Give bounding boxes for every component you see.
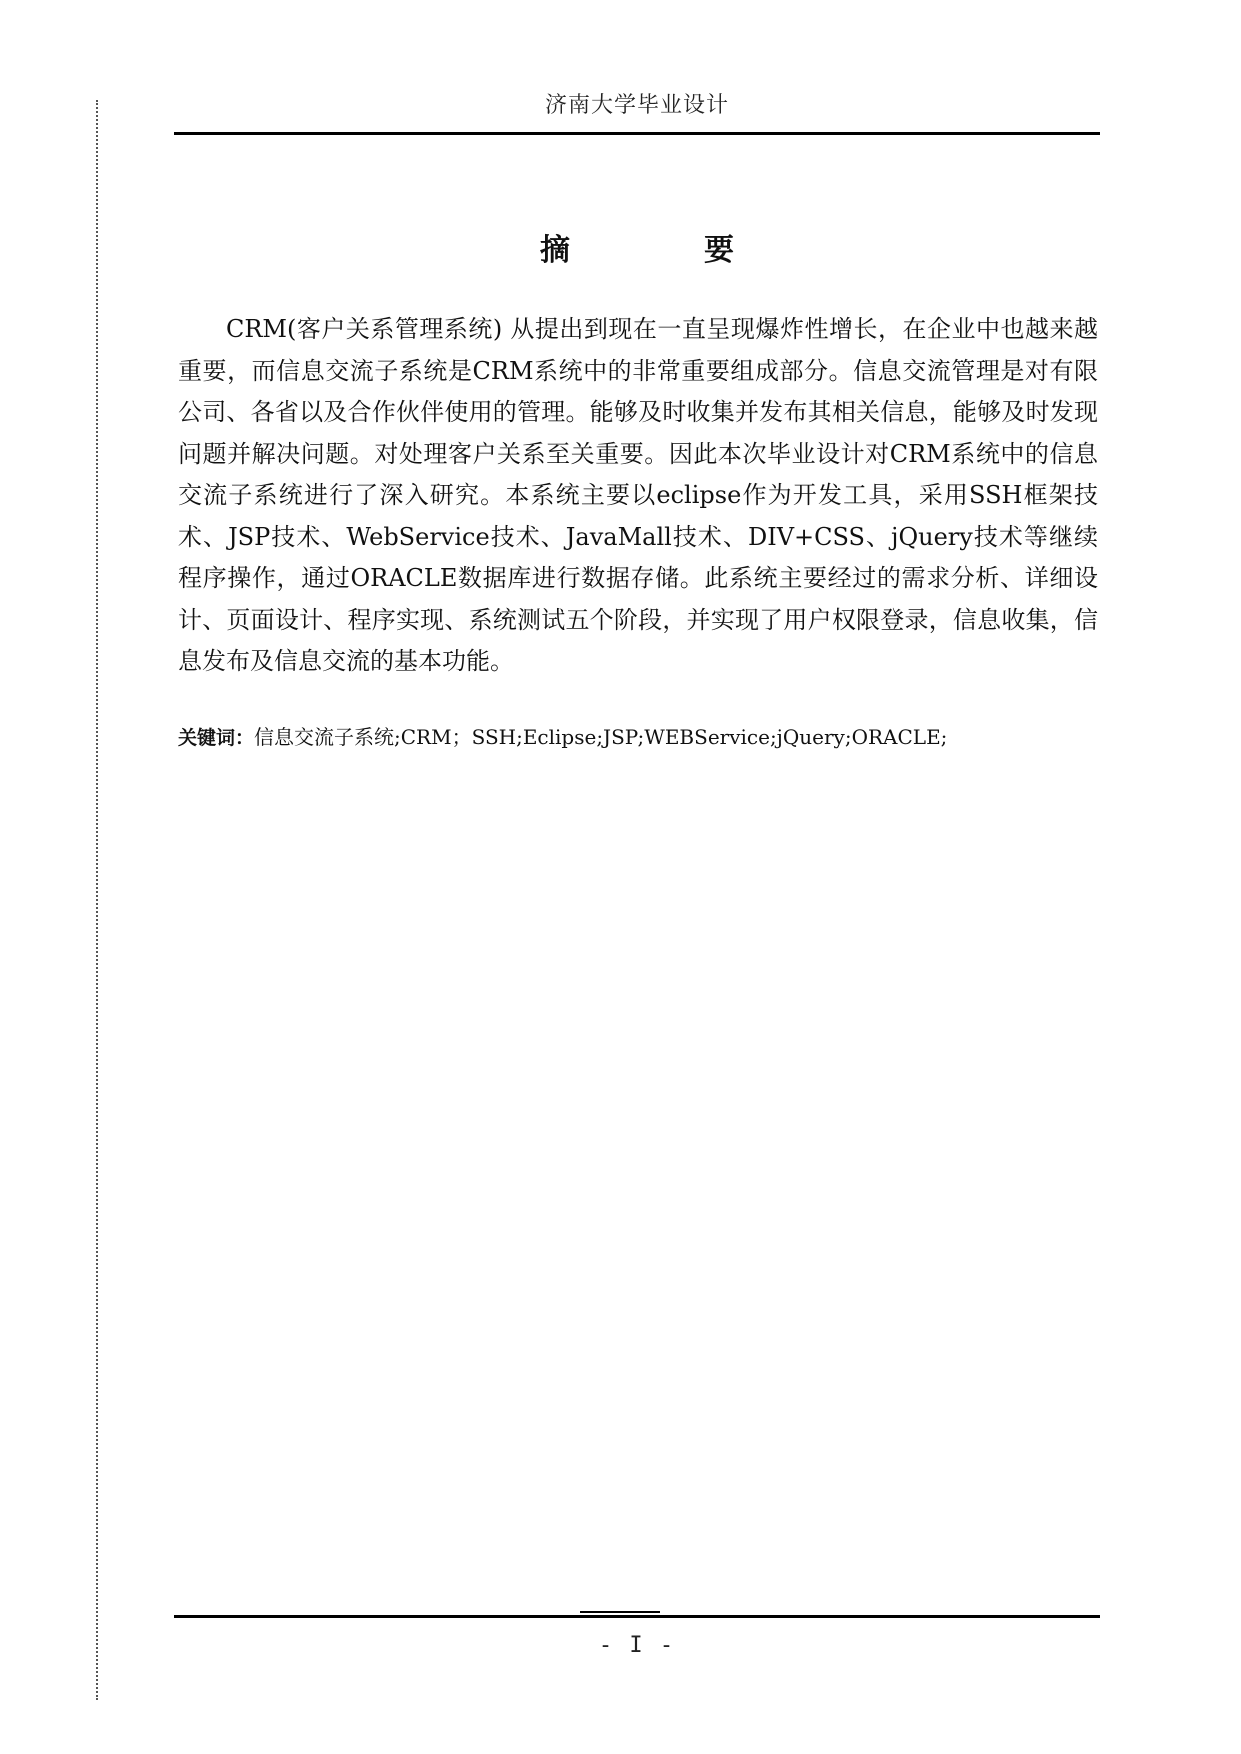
footer-accent-mark — [580, 1611, 660, 1613]
keywords-value: 信息交流子系统;CRM；SSH;Eclipse;JSP;WEBService;jQuery;ORACLE; — [254, 725, 948, 749]
keywords-line — [178, 723, 1098, 752]
keywords-label: 关键词： — [178, 727, 255, 749]
footer-rule — [174, 1615, 1100, 1618]
page-number: - I - — [598, 1633, 676, 1658]
abstract-body: CRM(客户关系管理系统) 从提出到现在一直呈现爆炸性增长，在企业中也越来越重要，而信息交流子系统是CRM系统中的非常重要组成部分。信息交流管理是对有限公司、各省以及合作伙伴使用的管理。能够及时收集并发布其相关信息，能够及时发现问题并解决问题。对处理客户关系至关重要。因此本次毕业设计对CRM系统中的信息交流子系统进行了深入研究。本系统主要以eclipse作为开发工具，采用SSH框架技术、JSP技术、WebService技术、JavaMall技术、DIV+CSS、jQuery技术等继续程序操作，通过ORACLE数据库进行数据存储。此系统主要经过的需求分析、详细设计、页面设计、程序实现、系统测试五个阶段，并实现了用户权限登录，信息收集，信息发布及信息交流的基本功能。 — [178, 315, 1098, 675]
abstract-title: 摘 要 — [540, 233, 786, 268]
header-rule — [174, 132, 1100, 135]
binding-margin-line — [96, 100, 98, 1700]
page-header: 济南大学毕业设计 — [544, 93, 729, 118]
